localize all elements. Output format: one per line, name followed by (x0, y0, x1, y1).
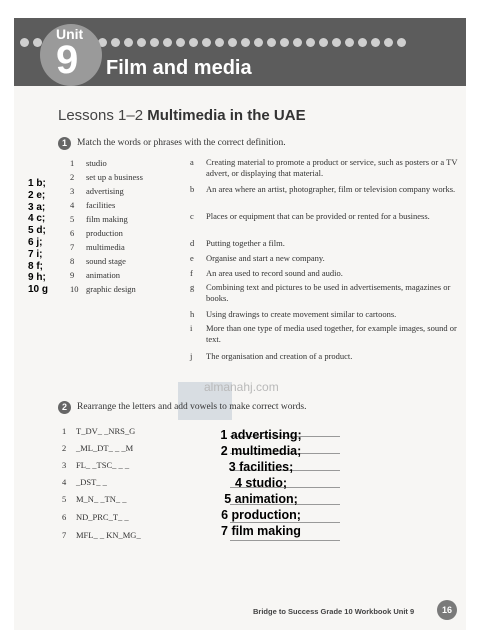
answer-item: 3 facilities; (228, 460, 294, 474)
definition-item: d Putting together a film. (190, 238, 285, 248)
lesson-prefix: Lessons 1–2 (58, 107, 144, 124)
word-item: 7 multimedia (70, 242, 125, 252)
definition-item: b An area where an artist, photographer, film or television company works. (190, 184, 456, 194)
answer-item: 2 e; (28, 189, 46, 201)
anagram-item: 1 T_DV_ _NRS_G (62, 426, 136, 436)
unit-number: 9 (56, 38, 79, 82)
anagram-item: 2 _ML_DT_ _ _M (62, 443, 134, 453)
anagram-item: 3 FL_ _TSC_ _ _ (62, 460, 130, 470)
answer-item: 3 a; (28, 201, 46, 213)
word-item: 2 set up a business (70, 172, 143, 182)
anagram-item: 4 _DST_ _ (62, 477, 107, 487)
exercise-2-answers (196, 427, 326, 539)
anagram-item: 5 M_N_ _TN_ _ (62, 494, 127, 504)
answer-item: 5 d; (28, 225, 46, 237)
word-item: 5 film making (70, 214, 128, 224)
word-item: 6 production (70, 228, 123, 238)
definition-item: i More than one type of media used together, for example images, sound or text. (190, 323, 457, 344)
word-item: 9 animation (70, 270, 120, 280)
answer-item: 9 h; (28, 272, 46, 284)
exercise-2-number: 2 (58, 401, 71, 414)
word-item: 8 sound stage (70, 256, 126, 266)
answer-line (230, 540, 340, 541)
exercise-1-instruction: Match the words or phrases with the correct definition. (77, 138, 286, 148)
word-item: 3 advertising (70, 186, 124, 196)
definition-item: c Places or equipment that can be provided or rented for a business. (190, 211, 430, 221)
unit-label: Unit (56, 26, 84, 42)
answer-item: 6 production; (221, 508, 301, 522)
definition-item: j The organisation and creation of a product. (190, 351, 353, 361)
definition-item: f An area used to record sound and audio. (190, 268, 343, 278)
word-item: 10 graphic design (70, 284, 136, 294)
exercise-1-handwritten-answers (28, 178, 48, 296)
lesson-heading (58, 107, 306, 124)
definition-item: h Using drawings to create movement similar to cartoons. (190, 309, 397, 319)
definition-item: g Combining text and pictures to be used in advertisements, magazines or books. (190, 282, 451, 303)
answer-item: 4 c; (28, 213, 46, 225)
answer-item: 4 studio; (234, 476, 288, 490)
word-item: 1 studio (70, 158, 107, 168)
definition-item: a Creating material to promote a product or service, such as posters or a TV advert, or displaying that material. (190, 157, 458, 178)
page-number: 16 (437, 600, 457, 620)
answer-item: 10 g (28, 284, 49, 296)
answer-item: 6 j; (28, 236, 43, 248)
definition-item: e Organise and start a new company. (190, 253, 325, 263)
answer-item: 8 f; (28, 260, 43, 272)
unit-title: Film and media (106, 57, 252, 79)
exercise-2-instruction: Rearrange the letters and add vowels to make correct words. (77, 402, 307, 412)
answer-item: 2 multimedia; (220, 444, 302, 458)
exercise-1-number: 1 (58, 137, 71, 150)
answer-item: 1 b; (28, 178, 46, 189)
page-footer: Bridge to Success Grade 10 Workbook Unit 9 (253, 607, 415, 616)
answer-item: 1 advertising; (220, 428, 302, 442)
answer-item: 7 film making (221, 524, 301, 538)
watermark-text: almanahj.com (204, 380, 279, 394)
anagram-item: 7 MFL_ _ KN_MG_ (62, 530, 141, 540)
answer-item: 7 i; (28, 248, 43, 260)
lesson-title: Multimedia in the UAE (147, 107, 306, 124)
word-item: 4 facilities (70, 200, 116, 210)
anagram-item: 6 ND_PRC_T_ _ (62, 512, 129, 522)
answer-item: 5 animation; (224, 492, 298, 506)
